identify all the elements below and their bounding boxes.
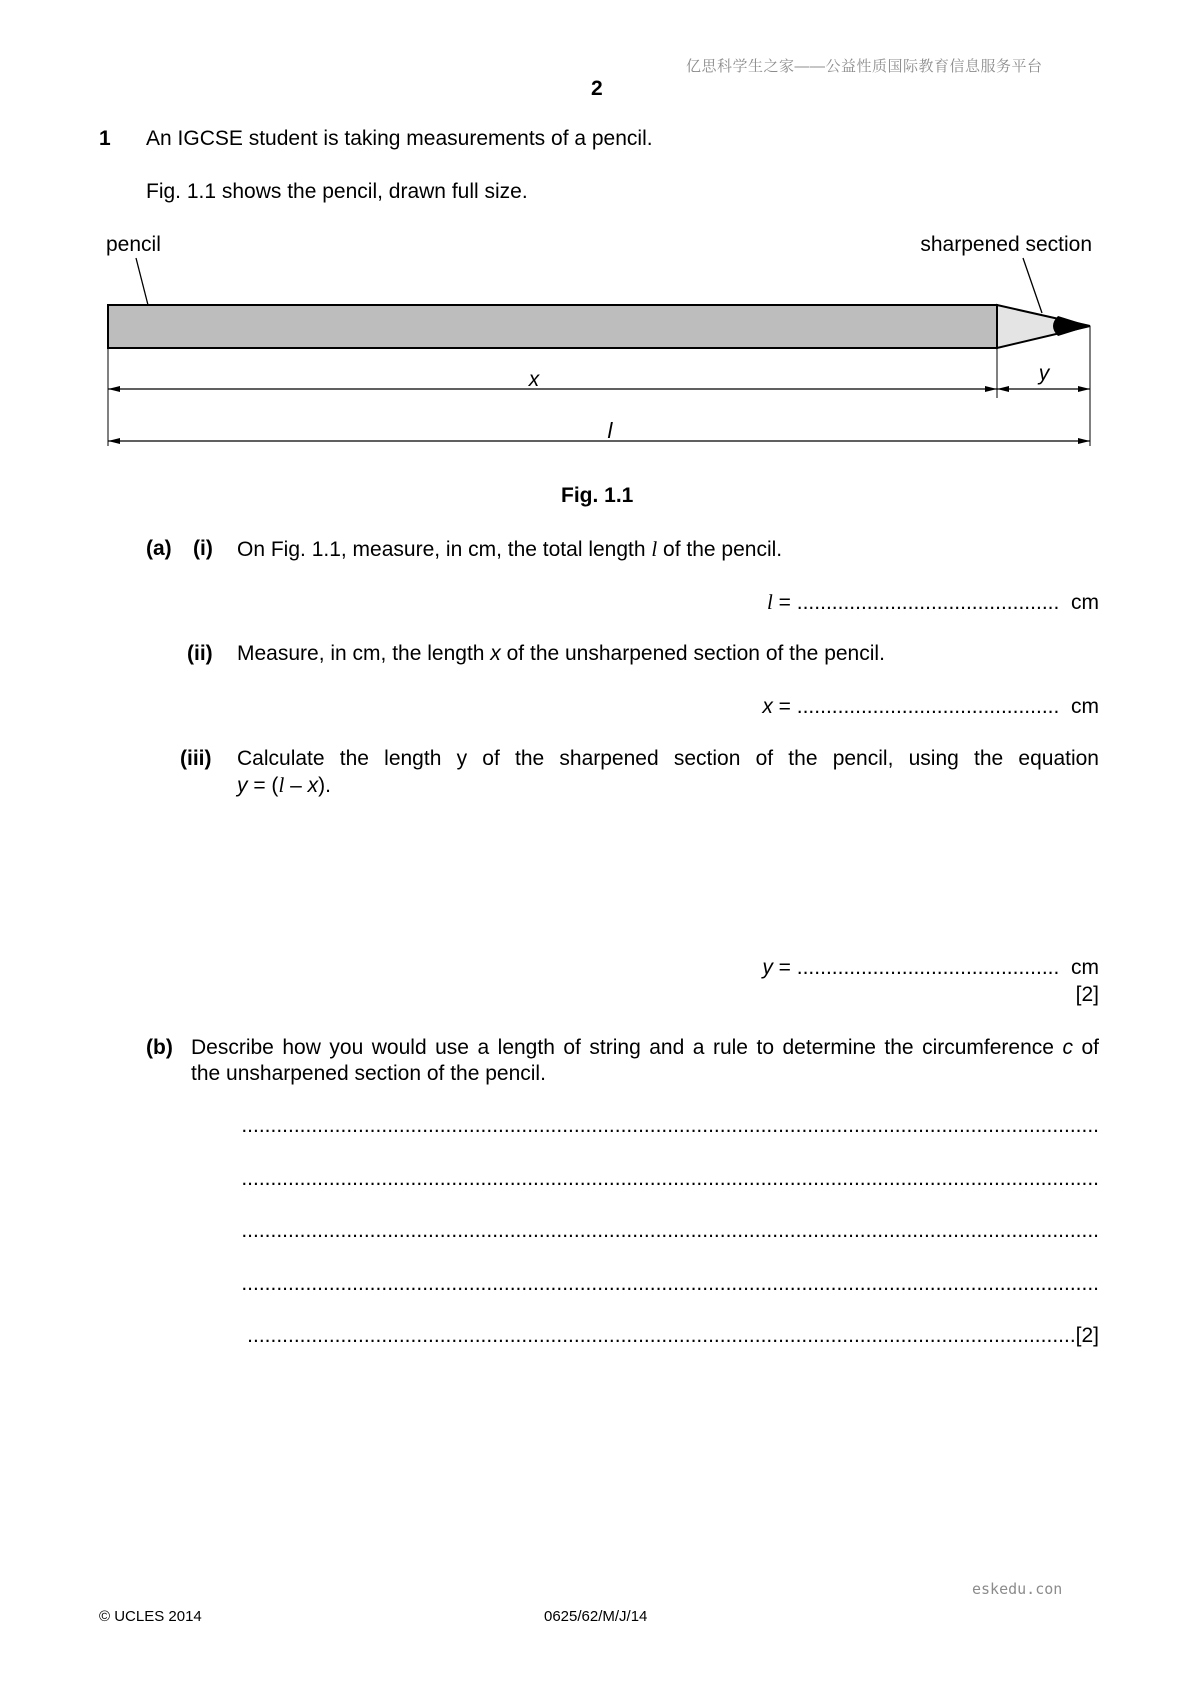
- part-a-ii-text-before: Measure, in cm, the length: [237, 642, 491, 665]
- answer-equals: =: [772, 591, 797, 614]
- eq-l: l: [278, 773, 285, 797]
- part-a-ii-text-after: of the unsharpened section of the pencil.: [500, 642, 885, 665]
- symbol-x: x: [490, 642, 501, 665]
- answer-line-x[interactable]: [762, 695, 1099, 719]
- eq-x: x: [307, 774, 319, 797]
- question-number: 1: [99, 127, 111, 150]
- answer-var-x: x: [762, 695, 773, 718]
- answer-equals: =: [772, 695, 797, 718]
- part-a-i-text-before: On Fig. 1.1, measure, in cm, the total length: [237, 538, 652, 561]
- answer-unit: cm: [1071, 695, 1099, 718]
- dimension-l-label: l: [607, 418, 613, 443]
- answer-writing-line[interactable]: ...................................................................................................................................................: [241, 1272, 1099, 1295]
- arrowhead: [997, 386, 1009, 392]
- answer-unit: cm: [1071, 591, 1099, 614]
- paper-code: 0625/62/M/J/14: [544, 1608, 648, 1625]
- arrowhead: [1078, 386, 1090, 392]
- answer-dots: .............................................: [796, 956, 1060, 979]
- part-a-iii-question-line1: Calculate the length y of the sharpened section of the pencil, using the equation: [237, 747, 1099, 770]
- answer-writing-line[interactable]: ...................................................................................................................................................: [241, 1114, 1099, 1137]
- pencil-body: [108, 305, 997, 348]
- answer-line-y[interactable]: [762, 956, 1099, 980]
- answer-unit: cm: [1071, 956, 1099, 979]
- arrowhead: [1078, 438, 1090, 444]
- question-intro: An IGCSE student is taking measurements of a pencil.: [146, 127, 653, 150]
- symbol-c: c: [1062, 1036, 1073, 1059]
- part-b-question-line1: [191, 1036, 1099, 1060]
- arrowhead: [108, 386, 120, 392]
- part-a-iii-label: (iii): [180, 747, 212, 770]
- watermark-text: 亿思科学生之家——公益性质国际教育信息服务平台: [686, 58, 1043, 75]
- eq-mid: = (: [247, 774, 279, 797]
- arrowhead: [985, 386, 997, 392]
- copyright: © UCLES 2014: [99, 1608, 202, 1625]
- pencil-leader-line: [136, 258, 148, 305]
- eq-minus: –: [284, 774, 308, 797]
- figure-caption: Fig. 1.1: [561, 484, 634, 507]
- sharpened-leader-line: [1023, 258, 1042, 313]
- part-a-label: (a): [146, 537, 172, 560]
- site-watermark: eskedu.con: [972, 1580, 1063, 1598]
- answer-var-l: l: [766, 590, 773, 614]
- dimension-y-label: y: [1038, 362, 1050, 385]
- answer-var-y: y: [762, 956, 773, 979]
- symbol-l: l: [651, 537, 658, 561]
- part-b-text-before: Describe how you would use a length of string and a rule to determine the circumference: [191, 1036, 1063, 1059]
- arrowhead: [108, 438, 120, 444]
- pencil-lead: [1053, 316, 1090, 336]
- part-b-question-line2: the unsharpened section of the pencil.: [191, 1062, 546, 1085]
- answer-writing-line[interactable]: ...................................................................................................................................................: [241, 1167, 1099, 1190]
- part-a-i-question: [237, 537, 782, 562]
- part-b-text-after: of: [1072, 1036, 1099, 1059]
- answer-writing-line[interactable]: ...................................................................................................................................................: [241, 1219, 1099, 1242]
- part-a-i-label: (i): [193, 537, 213, 560]
- pencil-label: pencil: [106, 233, 161, 256]
- sharpened-section-label: sharpened section: [920, 233, 1092, 256]
- answer-writing-line-with-marks[interactable]: ..............................................................................................................................................[2]: [247, 1324, 1099, 1347]
- part-a-iii-equation: [237, 773, 331, 798]
- answer-dots: .............................................: [796, 695, 1060, 718]
- marks-a: [2]: [1075, 983, 1099, 1006]
- part-a-ii-label: (ii): [187, 642, 213, 665]
- pencil-figure: [0, 0, 1191, 470]
- part-a-i-text-after: of the pencil.: [657, 538, 783, 561]
- answer-line-l[interactable]: [767, 590, 1099, 615]
- eq-y: y: [237, 774, 248, 797]
- answer-equals: =: [772, 956, 797, 979]
- figure-intro: Fig. 1.1 shows the pencil, drawn full size.: [146, 180, 528, 203]
- part-a-ii-question: [237, 642, 885, 666]
- eq-end: ).: [318, 774, 331, 797]
- page-number: 2: [591, 77, 603, 100]
- dimension-x-label: x: [528, 368, 540, 391]
- answer-dots: .............................................: [796, 591, 1060, 614]
- part-b-label: (b): [146, 1036, 173, 1059]
